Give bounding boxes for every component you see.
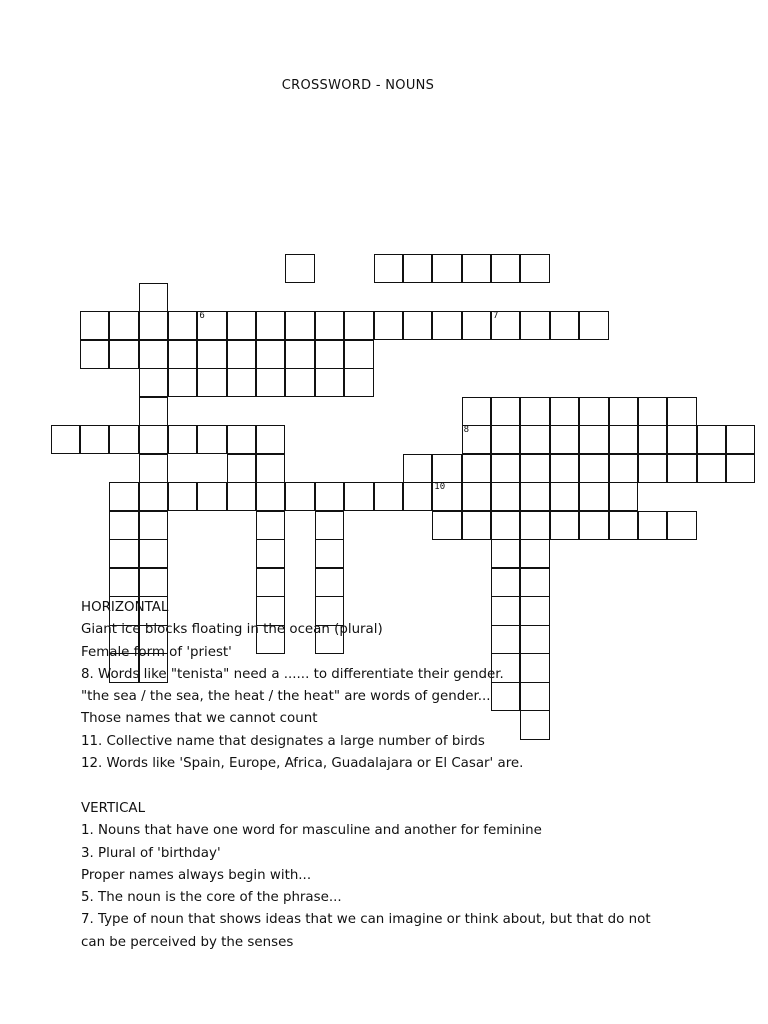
crossword-cell[interactable] (227, 482, 256, 511)
crossword-cell[interactable] (609, 454, 638, 483)
clue-number: 7 (493, 311, 499, 322)
crossword-cell[interactable] (139, 425, 168, 454)
crossword-cell[interactable] (462, 254, 491, 283)
crossword-cell[interactable] (491, 425, 520, 454)
crossword-cell[interactable] (462, 425, 491, 454)
clue-line: 12. Words like 'Spain, Europe, Africa, Guadalajara or El Casar' are. (81, 756, 524, 772)
clue-line: Those names that we cannot count (81, 711, 318, 727)
crossword-cell[interactable] (491, 397, 520, 426)
crossword-cell[interactable] (139, 340, 168, 369)
crossword-cell[interactable] (579, 311, 608, 340)
crossword-cell[interactable] (197, 368, 226, 397)
crossword-cell[interactable] (609, 425, 638, 454)
crossword-cell[interactable] (579, 397, 608, 426)
crossword-cell[interactable] (667, 511, 696, 540)
crossword-cell[interactable] (374, 254, 403, 283)
crossword-cell[interactable] (197, 425, 226, 454)
crossword-cell[interactable] (726, 454, 755, 483)
crossword-cell[interactable] (256, 482, 285, 511)
crossword-cell[interactable] (491, 539, 520, 568)
crossword-cell[interactable] (139, 311, 168, 340)
crossword-cell[interactable] (285, 368, 314, 397)
horizontal-heading: HORIZONTAL (81, 600, 169, 615)
crossword-cell[interactable] (344, 368, 373, 397)
clue-number: 6 (199, 311, 205, 322)
crossword-cell[interactable] (109, 482, 138, 511)
crossword-cell[interactable] (256, 568, 285, 597)
crossword-cell[interactable] (520, 311, 549, 340)
crossword-cell[interactable] (667, 454, 696, 483)
crossword-cell[interactable] (344, 311, 373, 340)
crossword-cell[interactable] (403, 482, 432, 511)
crossword-cell[interactable] (139, 368, 168, 397)
crossword-cell[interactable] (315, 568, 344, 597)
clue-line: 11. Collective name that designates a large number of birds (81, 733, 485, 749)
crossword-cell[interactable] (285, 482, 314, 511)
crossword-cell[interactable] (609, 397, 638, 426)
crossword-cell[interactable] (344, 482, 373, 511)
crossword-cell[interactable] (403, 311, 432, 340)
crossword-cell[interactable] (609, 482, 638, 511)
crossword-cell[interactable] (462, 511, 491, 540)
crossword-cell[interactable] (697, 425, 726, 454)
crossword-cell[interactable] (80, 340, 109, 369)
crossword-cell[interactable] (403, 454, 432, 483)
crossword-cell[interactable] (491, 482, 520, 511)
crossword-cell[interactable] (315, 368, 344, 397)
crossword-cell[interactable] (491, 454, 520, 483)
crossword-cell[interactable] (697, 454, 726, 483)
crossword-cell[interactable] (139, 568, 168, 597)
crossword-cell[interactable] (550, 454, 579, 483)
crossword-cell[interactable] (315, 311, 344, 340)
clue-number: 10 (434, 482, 446, 493)
crossword-cell[interactable] (432, 482, 461, 511)
crossword-cell[interactable] (462, 454, 491, 483)
crossword-cell[interactable] (256, 425, 285, 454)
crossword-cell[interactable] (256, 311, 285, 340)
crossword-cell[interactable] (520, 397, 549, 426)
crossword-cell[interactable] (109, 425, 138, 454)
crossword-cell[interactable] (256, 539, 285, 568)
crossword-cell[interactable] (432, 254, 461, 283)
crossword-cell[interactable] (285, 311, 314, 340)
vertical-clues (81, 798, 741, 954)
crossword-cell[interactable] (579, 482, 608, 511)
crossword-cell[interactable] (520, 254, 549, 283)
crossword-cell[interactable] (315, 340, 344, 369)
crossword-cell[interactable] (168, 482, 197, 511)
crossword-cell[interactable] (432, 454, 461, 483)
crossword-cell[interactable] (285, 340, 314, 369)
crossword-cell[interactable] (315, 539, 344, 568)
crossword-cell[interactable] (256, 454, 285, 483)
crossword-cell[interactable] (520, 539, 549, 568)
crossword-cell[interactable] (579, 454, 608, 483)
clue-line: Proper names always begin with... (81, 867, 312, 883)
horizontal-clues (81, 597, 741, 775)
clue-line: 3. Plural of 'birthday' (81, 845, 221, 861)
crossword-cell[interactable] (462, 311, 491, 340)
crossword-cell[interactable] (432, 511, 461, 540)
crossword-cell[interactable] (139, 397, 168, 426)
clue-line: 7. Type of noun that shows ideas that we can imagine or think about, but that do not (81, 912, 651, 928)
crossword-cell[interactable] (139, 283, 168, 312)
crossword-cell[interactable] (638, 454, 667, 483)
crossword-cell[interactable] (168, 368, 197, 397)
crossword-cell[interactable] (726, 425, 755, 454)
page-title: CROSSWORD - NOUNS (281, 78, 435, 93)
crossword-cell[interactable] (315, 511, 344, 540)
clue-line: can be perceived by the senses (81, 934, 294, 950)
crossword-cell[interactable] (197, 311, 226, 340)
clue-number: 8 (463, 425, 470, 436)
crossword-cell[interactable] (256, 340, 285, 369)
crossword-cell[interactable] (109, 568, 138, 597)
crossword-cell[interactable] (51, 425, 80, 454)
crossword-cell[interactable] (550, 482, 579, 511)
crossword-cell[interactable] (197, 482, 226, 511)
crossword-cell[interactable] (550, 425, 579, 454)
crossword-cell[interactable] (491, 568, 520, 597)
crossword-cell[interactable] (609, 511, 638, 540)
crossword-cell[interactable] (285, 254, 314, 283)
crossword-cell[interactable] (109, 311, 138, 340)
crossword-cell[interactable] (139, 454, 168, 483)
crossword-cell[interactable] (491, 511, 520, 540)
crossword-cell[interactable] (374, 482, 403, 511)
crossword-cell[interactable] (550, 397, 579, 426)
crossword-cell[interactable] (227, 311, 256, 340)
crossword-cell[interactable] (139, 539, 168, 568)
crossword-cell[interactable] (403, 254, 432, 283)
crossword-cell[interactable] (227, 368, 256, 397)
crossword-cell[interactable] (638, 425, 667, 454)
crossword-cell[interactable] (227, 425, 256, 454)
crossword-cell[interactable] (227, 340, 256, 369)
crossword-cell[interactable] (109, 511, 138, 540)
crossword-cell[interactable] (168, 340, 197, 369)
crossword-cell[interactable] (667, 397, 696, 426)
clue-line: "the sea / the sea, the heat / the heat" are words of gender... (81, 689, 491, 705)
clue-line: 8. Words like "tenista" need a ...... to differentiate their gender. (81, 666, 504, 682)
clue-line: Giant ice blocks floating in the ocean (plural) (81, 622, 383, 638)
crossword-cell[interactable] (520, 454, 549, 483)
clue-line: 5. The noun is the core of the phrase... (81, 890, 342, 906)
crossword-cell[interactable] (168, 425, 197, 454)
crossword-cell[interactable] (168, 311, 197, 340)
crossword-cell[interactable] (520, 482, 549, 511)
clue-line: Female form of 'priest' (81, 644, 232, 660)
crossword-cell[interactable] (344, 340, 373, 369)
crossword-cell[interactable] (579, 425, 608, 454)
crossword-cell[interactable] (197, 340, 226, 369)
clue-line: 1. Nouns that have one word for masculine and another for feminine (81, 823, 542, 839)
crossword-cell[interactable] (550, 511, 579, 540)
crossword-cell[interactable] (256, 368, 285, 397)
crossword-cell[interactable] (491, 254, 520, 283)
crossword-cell[interactable] (256, 511, 285, 540)
crossword-cell[interactable] (109, 340, 138, 369)
crossword-cell[interactable] (227, 454, 256, 483)
crossword-cell[interactable] (520, 568, 549, 597)
crossword-cell[interactable] (520, 425, 549, 454)
crossword-cell[interactable] (579, 511, 608, 540)
crossword-cell[interactable] (667, 425, 696, 454)
crossword-cell[interactable] (462, 482, 491, 511)
crossword-cell[interactable] (638, 511, 667, 540)
crossword-cell[interactable] (520, 511, 549, 540)
crossword-cell[interactable] (432, 311, 461, 340)
crossword-cell[interactable] (80, 311, 109, 340)
crossword-cell[interactable] (550, 311, 579, 340)
crossword-cell[interactable] (374, 311, 403, 340)
crossword-cell[interactable] (139, 511, 168, 540)
vertical-heading: VERTICAL (81, 801, 146, 816)
crossword-cell[interactable] (109, 539, 138, 568)
crossword-cell[interactable] (638, 397, 667, 426)
crossword-cell[interactable] (462, 397, 491, 426)
crossword-cell[interactable] (139, 482, 168, 511)
crossword-cell[interactable] (491, 311, 520, 340)
crossword-cell[interactable] (80, 425, 109, 454)
crossword-cell[interactable] (315, 482, 344, 511)
